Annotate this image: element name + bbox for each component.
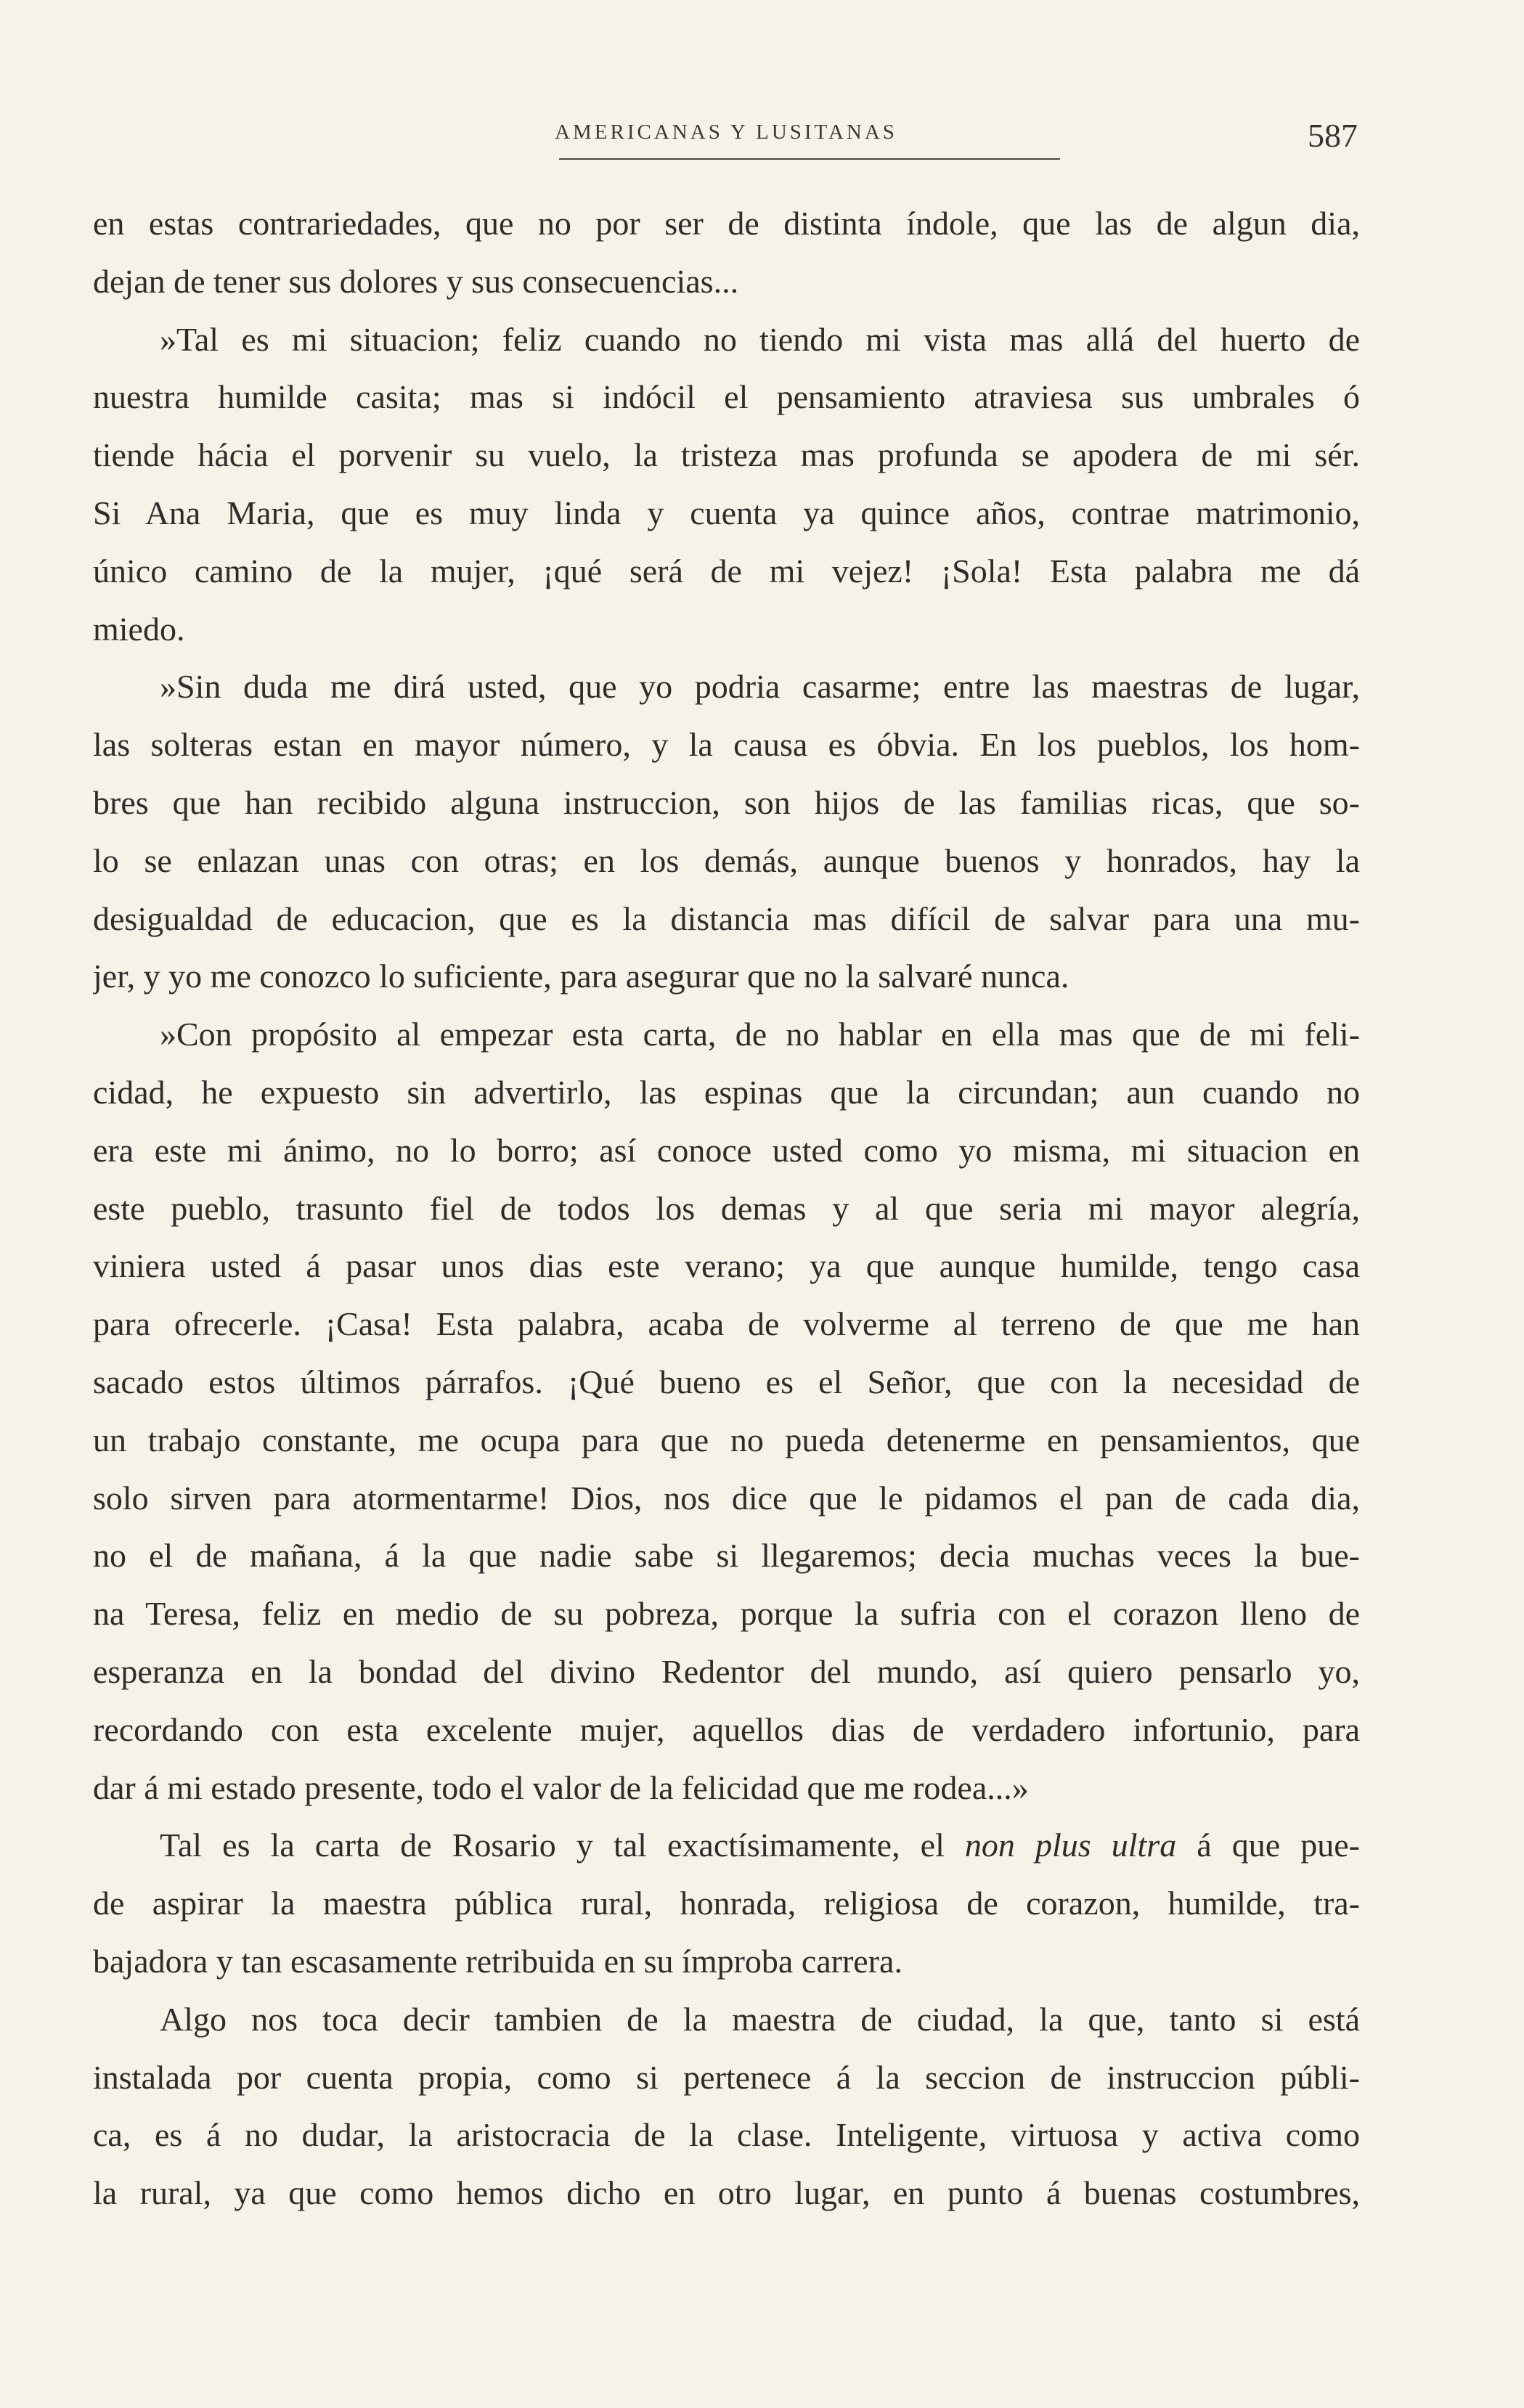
text-line: viniera usted á pasar unos dias este verano; ya que aunque humilde, tengo casa: [93, 1247, 1360, 1285]
text-line: lo se enlazan unas con otras; en los demás, aunque buenos y honrados, hay la: [93, 841, 1360, 879]
italic-phrase: non plus ultra: [964, 1827, 1177, 1864]
text-line: dar á mi estado presente, todo el valor de la felicidad que me rodea...»: [93, 1768, 1029, 1806]
text-line: en estas contrariedades, que no por ser de distinta índole, que las de algun dia,: [93, 205, 1360, 242]
text-line: único camino de la mujer, ¡qué será de mi vejez! ¡Sola! Esta palabra me dá: [93, 552, 1360, 589]
running-title: AMERICANAS Y LUSITANAS: [555, 121, 897, 144]
text-line: era este mi ánimo, no lo borro; así conoce usted como yo misma, mi situacion en: [93, 1131, 1360, 1169]
text-line: ca, es á no dudar, la aristocracia de la clase. Inteligente, virtuosa y activa como: [93, 2116, 1360, 2154]
text-line: para ofrecerle. ¡Casa! Esta palabra, acaba de volverme al terreno de que me han: [93, 1305, 1360, 1343]
text-line: sacado estos últimos párrafos. ¡Qué bueno es el Señor, que con la necesidad de: [93, 1363, 1360, 1400]
text-line-with-italic: [93, 1816, 1360, 1874]
text-line: la rural, ya que como hemos dicho en otro lugar, en punto á buenas costumbres,: [93, 2174, 1360, 2212]
text-line: esperanza en la bondad del divino Redentor del mundo, así quiero pensarlo yo,: [93, 1652, 1360, 1690]
text-line: cidad, he expuesto sin advertirlo, las espinas que la circundan; aun cuando no: [93, 1073, 1360, 1111]
text-line: »Tal es mi situacion; feliz cuando no tiendo mi vista mas allá del huerto de: [160, 320, 1360, 358]
text-line: este pueblo, trasunto fiel de todos los demas y al que seria mi mayor alegría,: [93, 1189, 1360, 1227]
text-line: no el de mañana, á la que nadie sabe si llegaremos; decia muchas veces la bue-: [93, 1537, 1360, 1575]
text-line: las solteras estan en mayor número, y la causa es óbvia. En los pueblos, los hom-: [93, 726, 1360, 764]
text-line: »Sin duda me dirá usted, que yo podria casarme; entre las maestras de lugar,: [160, 668, 1360, 706]
text-line: nuestra humilde casita; mas si indócil el pensamiento atraviesa sus umbrales ó: [93, 378, 1360, 416]
text-line: desigualdad de educacion, que es la distancia mas difícil de salvar para una mu-: [93, 899, 1360, 937]
text-segment: á que pue-: [1176, 1827, 1360, 1864]
text-line: Algo nos toca decir tambien de la maestra de ciudad, la que, tanto si está: [160, 2000, 1360, 2038]
text-line: »Con propósito al empezar esta carta, de no hablar en ella mas que de mi feli-: [160, 1016, 1360, 1053]
text-line: jer, y yo me conozco lo suficiente, para asegurar que no la salvaré nunca.: [93, 958, 1069, 995]
body-text: [93, 195, 1360, 2222]
page-number: 587: [1308, 117, 1358, 154]
header-rule: [559, 158, 1060, 160]
page-header: [94, 116, 1358, 167]
text-line: solo sirven para atormentarme! Dios, nos dice que le pidamos el pan de cada dia,: [93, 1479, 1360, 1517]
text-line: recordando con esta excelente mujer, aquellos dias de verdadero infortunio, para: [93, 1710, 1360, 1748]
text-segment: Tal es la carta de Rosario y tal exactísimamente, el: [160, 1827, 965, 1864]
text-line: bres que han recibido alguna instruccion, son hijos de las familias ricas, que so-: [93, 783, 1360, 821]
text-line: dejan de tener sus dolores y sus consecuencias...: [93, 262, 739, 300]
text-line: Si Ana Maria, que es muy linda y cuenta ya quince años, contrae matrimonio,: [93, 494, 1360, 531]
text-line: tiende hácia el porvenir su vuelo, la tristeza mas profunda se apodera de mi sér.: [93, 436, 1360, 474]
text-line: bajadora y tan escasamente retribuida en su ímproba carrera.: [93, 1942, 902, 1980]
text-line: na Teresa, feliz en medio de su pobreza, porque la sufria con el corazon lleno de: [93, 1595, 1360, 1633]
text-line: un trabajo constante, me ocupa para que no pueda detenerme en pensamientos, que: [93, 1421, 1360, 1458]
text-line: miedo.: [93, 610, 185, 648]
text-line: de aspirar la maestra pública rural, honrada, religiosa de corazon, humilde, tra-: [93, 1885, 1360, 1922]
text-line: instalada por cuenta propia, como si pertenece á la seccion de instruccion públi-: [93, 2058, 1360, 2096]
